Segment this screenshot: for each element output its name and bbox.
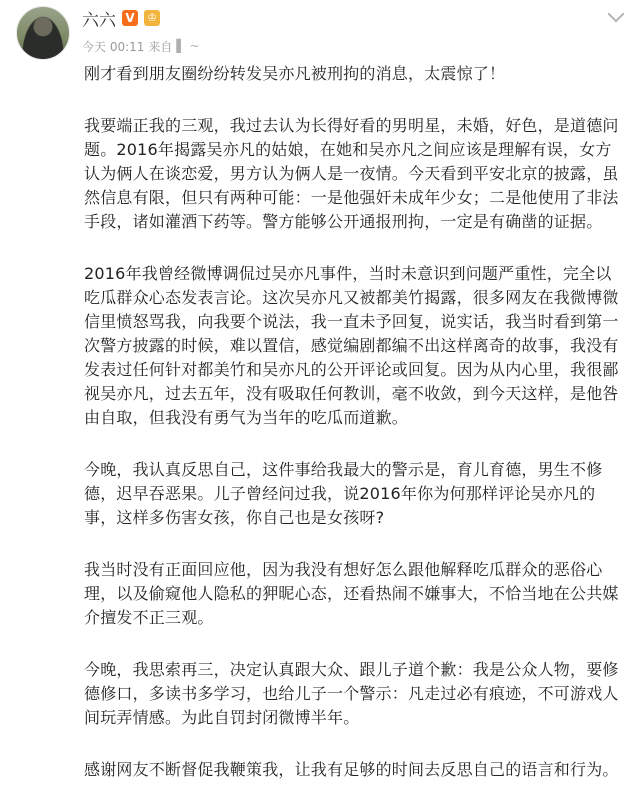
member-crown-icon: ♔ (144, 10, 160, 26)
post-paragraph: 感谢网友不断督促我鞭策我，让我有足够的时间去反思自己的语言和行为。 (84, 760, 619, 779)
author-name[interactable]: 六六 (82, 10, 116, 31)
avatar[interactable] (16, 6, 70, 60)
post-paragraph: 今晚，我认真反思自己，这件事给我最大的警示是，育儿育德，男生不修德，迟早吞恶果。儿子曾经问过我，说2016年你为何那样评论吴亦凡的事，这样多伤害女孩，你自己也是女孩呀? (84, 460, 603, 527)
post-paragraph: 我当时没有正面回应他，因为我没有想好怎么跟他解释吃瓜群众的恶俗心理，以及偷窥他人隐私的狎昵心态，还看热闹不嫌事大，不恰当地在公共媒介擅发不正三观。 (84, 560, 619, 627)
verified-icon: V (122, 10, 138, 26)
chevron-down-icon[interactable] (608, 6, 625, 23)
post-paragraph: 今晚，我思索再三，决定认真跟大众、跟儿子道个歉：我是公众人物，要修德修口，多读书多学习，也给儿子一个警示：凡走过必有痕迹，不可游戏人间玩弄情感。为此自罚封闭微博半年。 (84, 660, 619, 727)
author-row (82, 6, 160, 30)
post-source: ▌ ~ (176, 39, 200, 53)
post-paragraph: 刚才看到朋友圈纷纷转发吴亦凡被刑拘的消息，太震惊了！ (84, 64, 506, 83)
post-paragraph: 我要端正我的三观，我过去认为长得好看的男明星，未婚，好色，是道德问题。2016年揭露吴亦凡的姑娘，在她和吴亦凡之间应该是理解有误，女方认为俩人在谈恋爱，男方认为俩人是一夜情。今天看到平安北京的披露，虽然信息有限，但只有两种可能：一是他强奸未成年少女；二是他使用了非法手段，诸如灌酒下药等。警方能够公开通报刑拘，一定是有确凿的证据。 (84, 116, 619, 231)
post-paragraph: 2016年我曾经微博调侃过吴亦凡事件，当时未意识到问题严重性，完全以吃瓜群众心态发表言论。这次吴亦凡又被都美竹揭露，很多网友在我微博微信里愤怒骂我，向我要个说法，我一直未予回复，说实话，我当时看到第一次警方披露的时候，难以置信，感觉编剧都编不出这样离奇的故事，我没有发表过任何针对都美竹和吴亦凡的公开评论或回复。因为从内心里，我很鄙视吴亦凡，过去五年，没有吸取任何教训，毫不收敛，到今天这样，是他咎由自取，但我没有勇气为当年的吃瓜而道歉。 (84, 264, 619, 427)
post-meta (82, 38, 200, 54)
post-content (84, 62, 624, 810)
source-prefix: 来自 (148, 39, 173, 54)
post-time: 今天 00:11 (82, 39, 145, 54)
